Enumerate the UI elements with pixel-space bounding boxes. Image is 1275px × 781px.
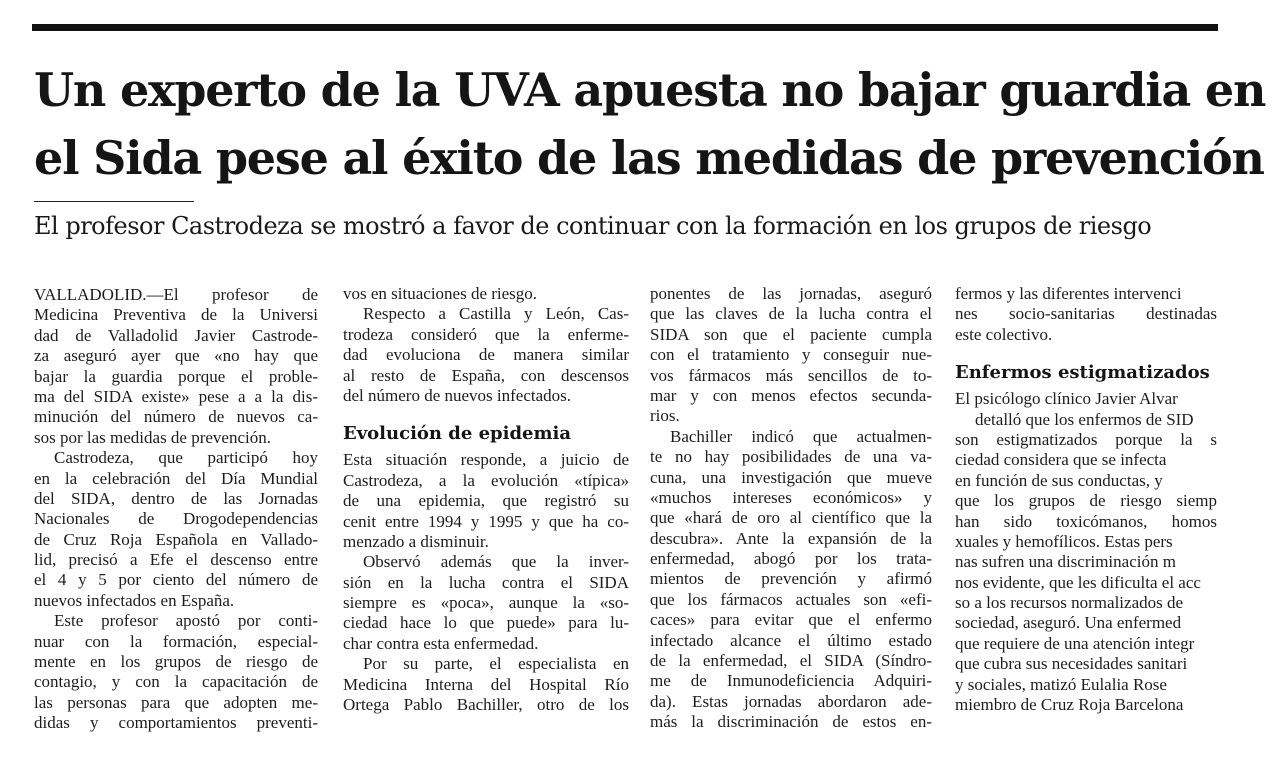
body-line: Esta situación responde, a juicio de [343, 450, 629, 470]
body-line: ma del SIDA existe» pese a a la dis- [34, 386, 318, 406]
body-line: menzado a disminuir. [343, 531, 489, 551]
body-line: y sociales, matizó Eulalia Rose [955, 674, 1167, 694]
body-line: que los fármacos actuales son «efi- [650, 589, 932, 609]
body-line: las personas para que adopten me- [34, 692, 318, 712]
body-line: Bachiller indicó que actualmen- [670, 426, 932, 446]
body-line: siempre es «poca», aunque la «so- [343, 593, 629, 613]
body-line: Ortega Pablo Bachiller, otro de los [343, 695, 629, 715]
body-line: Castrodeza, a la evolución «típica» [343, 470, 629, 490]
body-line: lid, precisó a Efe el descenso entre [34, 550, 318, 570]
body-line: que cubra sus necesidades sanitari [955, 654, 1188, 674]
body-line: dad evoluciona de manera similar [343, 345, 629, 365]
body-line: da). Estas jornadas abordaron ade- [650, 691, 932, 711]
body-line: contagio, y con la capacitación de [34, 672, 318, 692]
body-line: más la discriminación de estos en- [650, 712, 932, 732]
body-line: char contra esta enfermedad. [343, 633, 539, 653]
body-line: de una epidemia, que registró su [343, 491, 629, 511]
body-line: este colectivo. [955, 324, 1053, 344]
body-line: que las claves de la lucha contra el [650, 304, 932, 324]
body-line: Respecto a Castilla y León, Cas- [363, 304, 629, 324]
body-line: Por su parte, el especialista en [363, 654, 629, 674]
body-line: con el tratamiento y conseguir nue- [650, 345, 932, 365]
body-line: el 4 y 5 por ciento del número de [34, 570, 318, 590]
body-line: Observó además que la inver- [363, 552, 629, 572]
body-line: nuevos infectados en España. [34, 590, 235, 610]
body-line: Este profesor apostó por conti- [54, 611, 318, 631]
body-line: mente en los grupos de riesgo de [34, 652, 318, 672]
body-line: SIDA son que el paciente cumpla [650, 324, 932, 344]
headline [34, 56, 1266, 192]
body-line: son estigmatizados porque la s [955, 429, 1217, 449]
body-line: te no hay posibilidades de una va- [650, 447, 932, 467]
body-line: VALLADOLID.—El profesor de [34, 285, 318, 304]
body-line: miembro de Cruz Roja Barcelona [955, 695, 1184, 715]
section-subhead-evolucion: Evolución de epidemia [343, 423, 572, 445]
body-line: nes socio-sanitarias destinadas [955, 304, 1217, 324]
headline-line-2: el Sida pese al éxito de las medidas de prevención [34, 131, 1264, 185]
body-line: sociedad, aseguró. Una enfermed [955, 613, 1182, 633]
body-line: vos fármacos más sencillos de to- [650, 365, 932, 385]
body-line: za aseguró ayer que «no hay que [34, 346, 318, 366]
body-line: en la celebración del Día Mundial [34, 468, 318, 488]
body-line: en función de sus conductas, y [955, 470, 1163, 490]
body-line: al resto de España, con descensos [343, 365, 629, 385]
body-line: que los grupos de riesgo siemp [955, 491, 1217, 511]
body-line: sión en la lucha contra el SIDA [343, 572, 629, 592]
body-line: nuar con la formación, especial- [34, 631, 318, 651]
body-line: me de Inmunodeficiencia Adquiri- [650, 671, 932, 691]
body-line: cenit entre 1994 y 1995 y que ha co- [343, 511, 629, 531]
body-line: so a los recursos normalizados de [955, 593, 1184, 613]
body-line: mar y con menos efectos secunda- [650, 385, 932, 405]
body-line: dad de Valladolid Javier Castrode- [34, 325, 318, 345]
body-line: que requiere de una atención integr [955, 633, 1195, 653]
body-line: trodeza consideró que la enferme- [343, 324, 629, 344]
headline-line-1: Un experto de la UVA apuesta no bajar guardia en [34, 63, 1266, 117]
body-line: mientos de prevención y afirmó [650, 569, 932, 589]
body-line: Medicina Preventiva de la Universi [34, 305, 318, 325]
body-line: minución del número de nuevos ca- [34, 407, 318, 427]
body-line: caces» para evitar que el enfermo [650, 610, 932, 630]
body-line: Medicina Interna del Hospital Río [343, 674, 629, 694]
body-line: vos en situaciones de riesgo. [343, 284, 538, 303]
body-line: «muchos intereses económicos» y [650, 487, 932, 507]
article-column-3 [650, 284, 932, 733]
article-column-1 [34, 285, 318, 734]
body-line: sos por las medidas de prevención. [34, 427, 271, 447]
body-line: nos evidente, que les dificulta el acc [955, 572, 1201, 592]
body-line: fermos y las diferentes intervenci [955, 284, 1182, 303]
body-line: enfermedad, abogó por los trata- [650, 549, 932, 569]
section-subhead-enfermos: Enfermos estigmatizados [955, 362, 1210, 384]
body-line: ciedad considera que se infecta [955, 450, 1167, 470]
body-line: ciedad hace lo que puede» para lu- [343, 613, 629, 633]
body-line: de Cruz Roja Española en Vallado- [34, 529, 318, 549]
body-line: ponentes de las jornadas, aseguró [650, 284, 932, 303]
body-line: del número de nuevos infectados. [343, 385, 572, 405]
body-line: infectado alcance el último estado [650, 630, 932, 650]
body-line: cuna, una investigación que mueve [650, 467, 932, 487]
body-line: del SIDA, dentro de las Jornadas [34, 488, 318, 508]
body-line: rios. [650, 406, 680, 426]
body-line: detalló que los enfermos de SID [975, 409, 1194, 429]
body-line: han sido toxicómanos, homos [955, 511, 1217, 531]
article-column-2 [343, 284, 629, 715]
article-column-4 [955, 284, 1217, 715]
subheadline: El profesor Castrodeza se mostró a favor de continuar con la formación en los grupos de riesgo [34, 212, 1152, 240]
top-rule [32, 24, 1218, 31]
body-line: descubra». Ante la expansión de la [650, 528, 932, 548]
body-line: de la enfermedad, el SIDA (Síndro- [650, 651, 932, 671]
body-line: Nacionales de Drogodependencias [34, 509, 318, 529]
body-line: bajar la guardia porque el proble- [34, 366, 318, 386]
body-line: El psicólogo clínico Javier Alvar [955, 389, 1178, 409]
body-line: xuales y hemofílicos. Estas pers [955, 531, 1173, 551]
body-line: nas sufren una discriminación m [955, 552, 1176, 572]
body-line: didas y comportamientos preventi- [34, 713, 318, 733]
body-line: que «hará de oro al científico que la [650, 508, 932, 528]
subheadline-rule [34, 201, 194, 202]
body-line: Castrodeza, que participó hoy [54, 448, 318, 468]
